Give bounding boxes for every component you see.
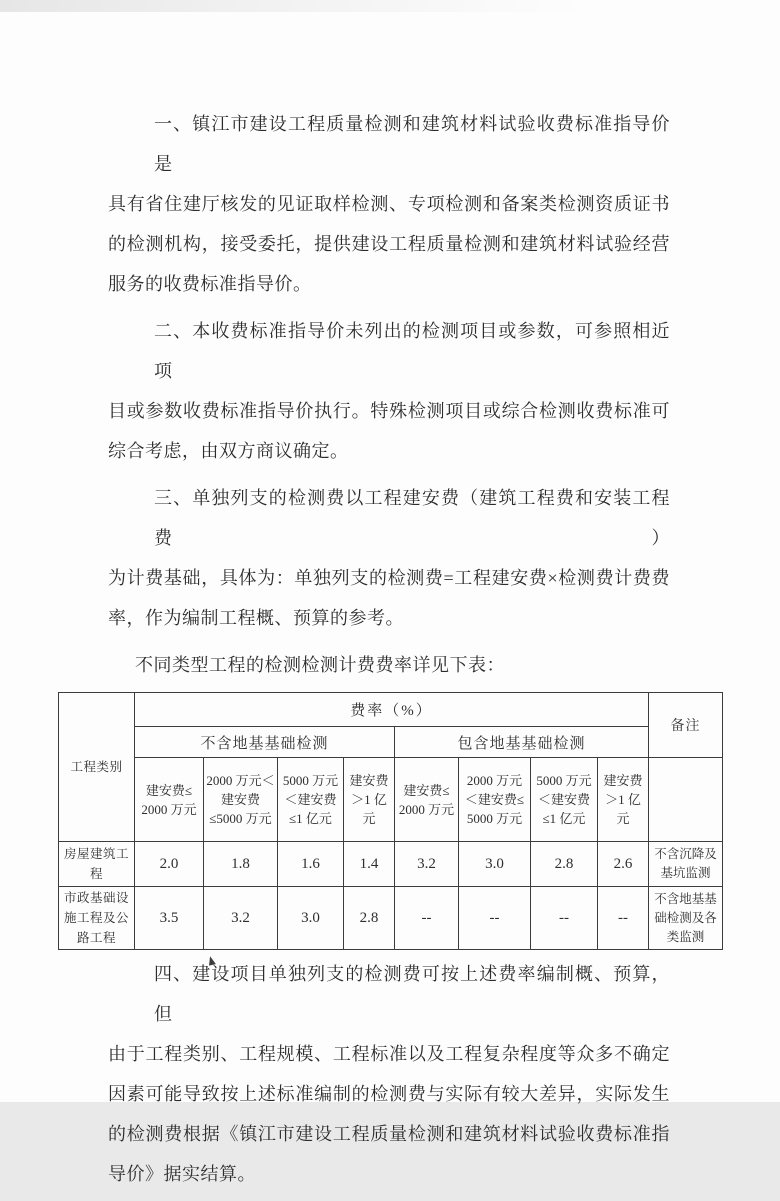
rate-cell: 1.6 [278,842,344,887]
range-header: 建安费≤ 2000 万元 [135,758,204,842]
paragraph-4 [108,954,670,1194]
range-header: 建安费＞1 亿元 [344,758,395,842]
rate-cell: 2.6 [598,842,649,887]
paragraph-3 [108,478,670,638]
paragraph-1 [108,104,670,304]
group-header-including-foundation: 包含地基基础检测 [395,727,649,758]
rate-cell: 3.0 [278,887,344,950]
paragraph-4-line: 因素可能导致按上述标准编制的检测费与实际有较大差异，实际发生 [108,1084,670,1104]
range-header: 2000 万元＜建安费≤5000 万元 [204,758,278,842]
rate-cell: 3.2 [204,887,278,950]
rate-cell: 3.0 [459,842,531,887]
paragraph-2-line: 综合考虑，由双方商议确定。 [108,441,349,461]
paragraph-2-line: 二、本收费标准指导价未列出的检测项目或参数，可参照相近项 [154,321,670,381]
paragraph-4-line: 的检测费根据《镇江市建设工程质量检测和建筑材料试验收费标准指 [108,1124,670,1144]
table-row-municipal [59,887,723,950]
column-header-rate: 费率（%） [135,693,649,727]
remark-cell: 不含沉降及基坑监测 [649,842,723,887]
table-intro [108,645,670,685]
paragraph-1-line: 服务的收费标准指导价。 [108,274,312,294]
paragraph-2-line: 目或参数收费标准指导价执行。特殊检测项目或综合检测收费标准可 [108,401,670,421]
paragraph-3-line: 三、单独列支的检测费以工程建安费（建筑工程费和安装工程费） [154,488,670,548]
range-header: 2000 万元＜建安费≤ 5000 万元 [459,758,531,842]
range-header: 建安费＞1 亿元 [598,758,649,842]
range-header: 5000 万元＜建安费≤1 亿元 [531,758,598,842]
table-row-housing [59,842,723,887]
paragraph-4-line: 由于工程类别、工程规模、工程标准以及工程复杂程度等众多不确定 [108,1044,670,1064]
paragraph-4-line: 导价》据实结算。 [108,1164,256,1184]
row-category: 市政基础设施工程及公路工程 [59,887,135,950]
remark-cell: 不含地基基础检测及各类监测 [649,887,723,950]
rate-cell: 1.8 [204,842,278,887]
paragraph-1-line: 的检测机构，接受委托，提供建设工程质量检测和建筑材料试验经营 [108,234,670,254]
paragraph-3-line: 为计费基础，具体为：单独列支的检测费=工程建安费×检测费计费费 [108,568,670,588]
rate-cell: -- [531,887,598,950]
paragraph-4-line: 四、建设项目单独列支的检测费可按上述费率编制概、预算，但 [154,964,670,1024]
column-header-category: 工程类别 [59,693,135,842]
range-header: 5000 万元＜建安费≤1 亿元 [278,758,344,842]
group-header-excluding-foundation: 不含地基基础检测 [135,727,395,758]
paragraph-3-line: 率，作为编制工程概、预算的参考。 [108,608,404,628]
document-body [63,104,717,1201]
scan-smudge-artifact [0,0,780,12]
rate-cell: 2.8 [344,887,395,950]
rate-cell: -- [459,887,531,950]
table-intro-line: 不同类型工程的检测检测计费费率详见下表： [135,655,505,675]
column-header-remark: 备注 [649,693,723,758]
rate-cell: -- [598,887,649,950]
paragraph-1-line: 一、镇江市建设工程质量检测和建筑材料试验收费标准指导价是 [154,114,670,174]
rate-cell: -- [395,887,459,950]
rate-cell: 2.0 [135,842,204,887]
paragraph-2 [108,311,670,471]
paragraph-1-line: 具有省住建厅核发的见证取样检测、专项检测和备案类检测资质证书 [108,194,670,214]
rate-cell: 3.2 [395,842,459,887]
rate-cell: 3.5 [135,887,204,950]
rate-cell: 2.8 [531,842,598,887]
remark-header-spacer-cell [649,758,723,842]
range-header: 建安费≤ 2000 万元 [395,758,459,842]
rate-cell: 1.4 [344,842,395,887]
fee-rate-table [58,692,723,950]
row-category: 房屋建筑工程 [59,842,135,887]
